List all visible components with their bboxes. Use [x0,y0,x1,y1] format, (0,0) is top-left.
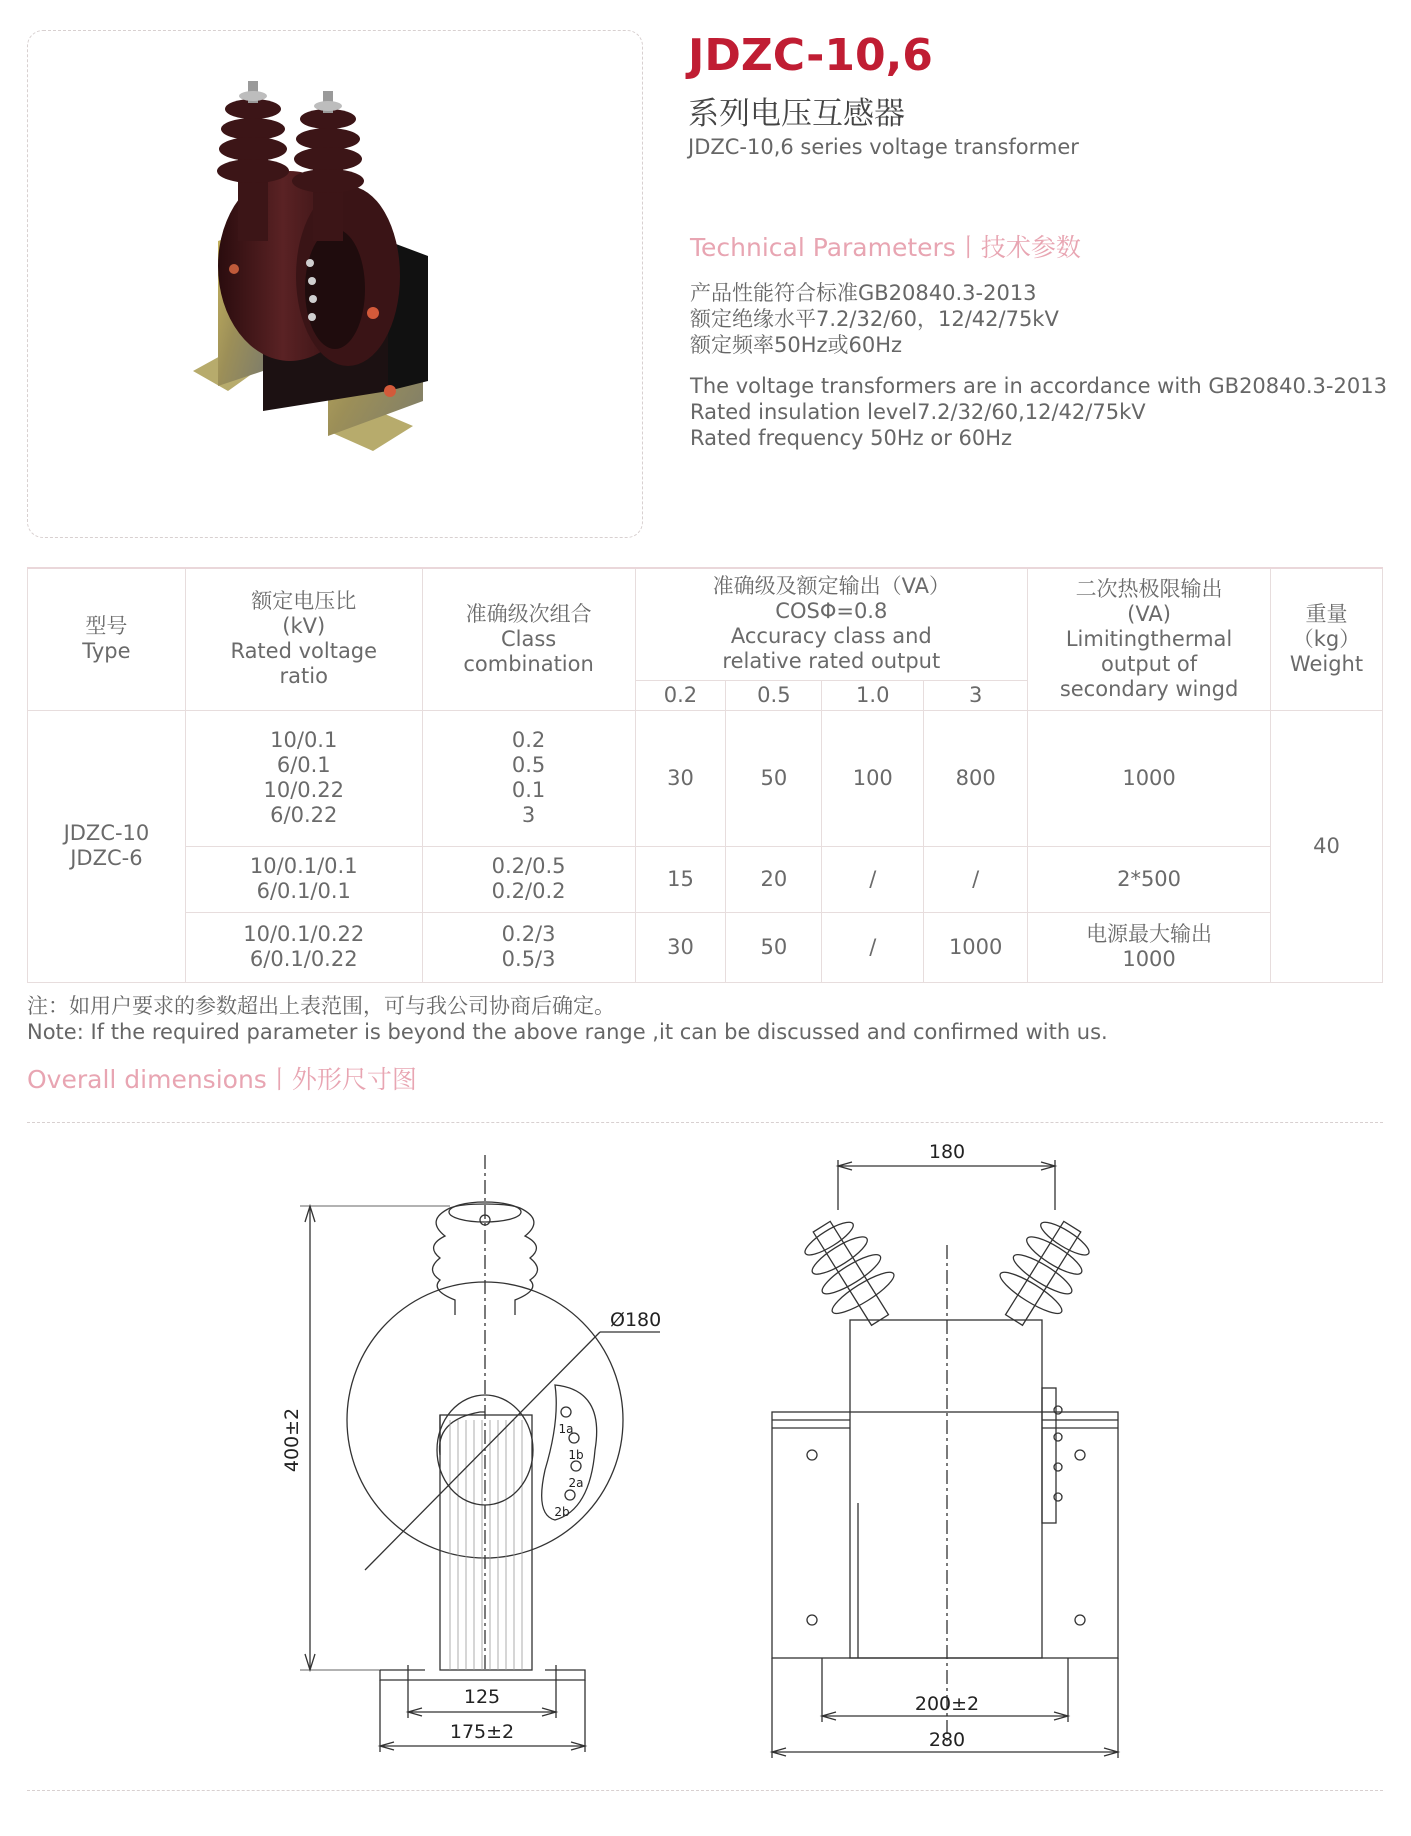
dimensions-heading: Overall dimensions丨外形尺寸图 [27,1065,417,1094]
technical-en-line: Rated frequency 50Hz or 60Hz [690,426,1013,450]
thermal-cell: 1000 [1028,710,1271,846]
side-base-inner-label: 200±2 [914,1693,980,1715]
ratio-cell: 10/0.1/0.22 6/0.1/0.22 [185,912,422,982]
technical-cn-block [690,280,1059,358]
header-accuracy-class: 0.5 [726,680,822,710]
value-cell: 20 [726,846,822,912]
combo-cell: 0.2/0.5 0.2/0.2 [422,846,635,912]
technical-cn-line: 产品性能符合标准GB20840.3-2013 [690,281,1037,305]
thermal-cell: 2*500 [1028,846,1271,912]
technical-en-block [690,373,1387,451]
front-view-drawing [300,1155,660,1752]
weight-cell: 40 [1271,710,1383,982]
thermal-cell: 电源最大输出 1000 [1028,912,1271,982]
header-accuracy-class: 0.2 [635,680,726,710]
technical-en-line: The voltage transformers are in accordance with GB20840.3-2013 [690,374,1387,398]
value-cell: 30 [635,912,726,982]
header-combination: 准确级次组合 Class combination [422,568,635,710]
product-photo [28,31,644,539]
product-title: JDZC-10,6 [688,30,933,81]
side-base-outer-label: 280 [928,1729,966,1751]
header-type: 型号 Type [28,568,186,710]
value-cell: / [822,846,924,912]
value-cell: 15 [635,846,726,912]
product-subtitle-en: JDZC-10,6 series voltage transformer [688,135,1079,159]
combo-cell: 0.2/3 0.5/3 [422,912,635,982]
table-row [28,710,1383,846]
ratio-cell: 10/0.1 6/0.1 10/0.22 6/0.22 [185,710,422,846]
value-cell: 100 [822,710,924,846]
value-cell: 800 [924,710,1028,846]
spec-table [27,567,1383,983]
combo-cell: 0.2 0.5 0.1 3 [422,710,635,846]
note-cn: 注：如用户要求的参数超出上表范围，可与我公司协商后确定。 [27,994,615,1018]
terminal-label: 2b [554,1505,570,1519]
front-diameter-label: Ø180 [610,1309,662,1331]
header-accuracy-class: 3 [924,680,1028,710]
terminal-label: 2a [568,1476,584,1490]
header-accuracy-class: 1.0 [822,680,924,710]
technical-en-line: Rated insulation level7.2/32/60,12/42/75kV [690,400,1146,424]
value-cell: 50 [726,710,822,846]
product-photo-frame [27,30,643,538]
value-cell: 50 [726,912,822,982]
side-view-drawing [772,1160,1118,1758]
header-ratio: 额定电压比 (kV) Rated voltage ratio [185,568,422,710]
front-height-label: 400±2 [281,1407,303,1473]
value-cell: 30 [635,710,726,846]
value-cell: / [924,846,1028,912]
value-cell: / [822,912,924,982]
side-top-label: 180 [928,1141,966,1163]
table-row [28,846,1383,912]
value-cell: 1000 [924,912,1028,982]
header-thermal: 二次热极限输出 (VA) Limitingthermal output of secondary wingd [1028,568,1271,710]
terminal-label: 1a [558,1422,574,1436]
type-cell: JDZC-10 JDZC-6 [28,710,186,982]
note-en: Note: If the required parameter is beyond the above range ,it can be discussed and confirmed with us. [27,1020,1108,1044]
terminal-label: 1b [568,1448,584,1462]
technical-parameters-heading: Technical Parameters丨技术参数 [690,233,1081,262]
header-accuracy: 准确级及额定输出（VA） COSΦ=0.8 Accuracy class and relative rated output [635,568,1028,680]
table-row [28,912,1383,982]
divider [27,1790,1383,1791]
header-weight: 重量 （kg） Weight [1271,568,1383,710]
divider [27,1122,1383,1123]
technical-cn-line: 额定绝缘水平7.2/32/60，12/42/75kV [690,307,1059,331]
ratio-cell: 10/0.1/0.1 6/0.1/0.1 [185,846,422,912]
product-subtitle-cn: 系列电压互感器 [688,96,905,132]
front-base-outer-label: 175±2 [449,1721,515,1743]
front-base-inner-label: 125 [463,1686,501,1708]
technical-cn-line: 额定频率50Hz或60Hz [690,333,903,357]
